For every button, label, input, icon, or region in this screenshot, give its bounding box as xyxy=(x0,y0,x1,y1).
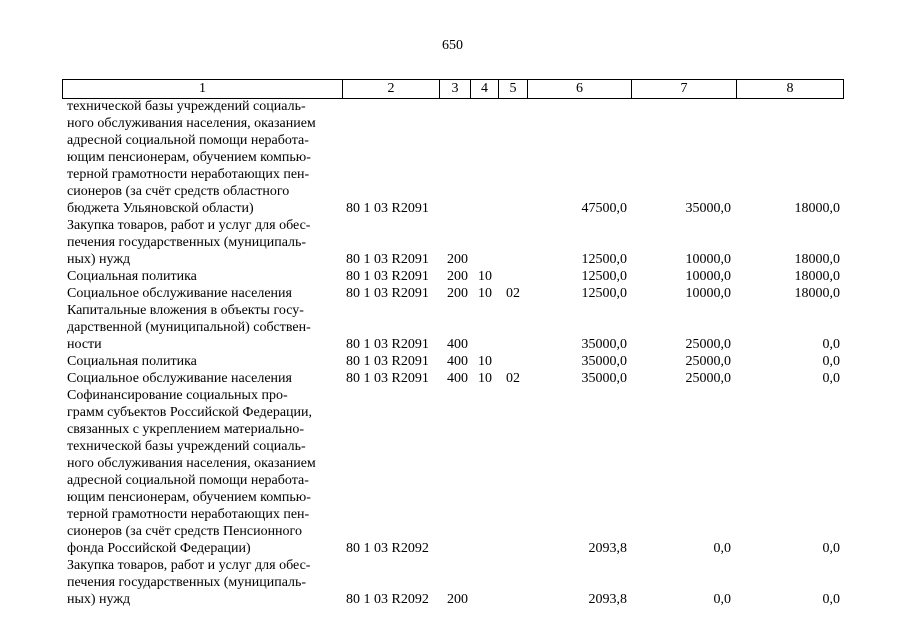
description-line: дарственной (муниципальной) собствен- xyxy=(67,320,311,335)
target-code: 80 1 03 R2092 xyxy=(346,592,429,607)
target-code: 80 1 03 R2091 xyxy=(346,252,429,267)
row-values xyxy=(0,336,905,353)
amount-col-6: 2093,8 xyxy=(588,592,627,607)
amount-col-8: 0,0 xyxy=(822,541,840,556)
row-values xyxy=(0,268,905,285)
subsection: 02 xyxy=(506,371,520,386)
header-col-3: 3 xyxy=(440,80,471,99)
description-line: технической базы учреждений социаль- xyxy=(67,439,306,454)
header-col-7: 7 xyxy=(632,80,737,99)
header-col-6: 6 xyxy=(528,80,632,99)
target-code: 80 1 03 R2092 xyxy=(346,541,429,556)
amount-col-8: 18000,0 xyxy=(794,269,840,284)
expense-type: 400 xyxy=(447,337,468,352)
description-line: адресной социальной помощи неработа- xyxy=(67,473,309,488)
description-line: Закупка товаров, работ и услуг для обес- xyxy=(67,558,311,573)
page-number: 650 xyxy=(442,38,463,53)
amount-col-8: 18000,0 xyxy=(794,201,840,216)
subsection: 02 xyxy=(506,286,520,301)
header-col-1: 1 xyxy=(63,80,343,99)
description-line: грамм субъектов Российской Федерации, xyxy=(67,405,313,420)
row-values xyxy=(0,353,905,370)
description-line: Социальное обслуживание населения xyxy=(67,371,292,386)
header-col-4: 4 xyxy=(471,80,499,99)
target-code: 80 1 03 R2091 xyxy=(346,269,429,284)
expense-type: 200 xyxy=(447,592,468,607)
description-line: печения государственных (муниципаль- xyxy=(67,575,307,590)
section: 10 xyxy=(478,371,492,386)
amount-col-7: 10000,0 xyxy=(685,286,731,301)
amount-col-6: 47500,0 xyxy=(581,201,627,216)
description-line: ющим пенсионерам, обучением компью- xyxy=(67,150,311,165)
table-row xyxy=(0,387,905,557)
table-row xyxy=(0,285,905,302)
row-values xyxy=(0,591,905,608)
amount-col-8: 0,0 xyxy=(822,354,840,369)
amount-col-8: 0,0 xyxy=(822,371,840,386)
description-line: бюджета Ульяновской области) xyxy=(67,201,254,216)
description-line: связанных с укреплением материально- xyxy=(67,422,304,437)
amount-col-7: 0,0 xyxy=(713,592,731,607)
header-col-2: 2 xyxy=(343,80,440,99)
amount-col-7: 25000,0 xyxy=(685,337,731,352)
description-line: Социальная политика xyxy=(67,354,197,369)
amount-col-6: 35000,0 xyxy=(581,371,627,386)
target-code: 80 1 03 R2091 xyxy=(346,337,429,352)
row-values xyxy=(0,370,905,387)
amount-col-8: 0,0 xyxy=(822,337,840,352)
amount-col-7: 25000,0 xyxy=(685,354,731,369)
budget-table-body xyxy=(0,98,905,608)
amount-col-8: 0,0 xyxy=(822,592,840,607)
row-values xyxy=(0,251,905,268)
description-line: сионеров (за счёт средств Пенсионного xyxy=(67,524,302,539)
row-values xyxy=(0,200,905,217)
expense-type: 400 xyxy=(447,354,468,369)
amount-col-7: 35000,0 xyxy=(685,201,731,216)
description-line: Софинансирование социальных про- xyxy=(67,388,288,403)
amount-col-6: 35000,0 xyxy=(581,337,627,352)
table-row xyxy=(0,98,905,217)
amount-col-6: 12500,0 xyxy=(581,286,627,301)
amount-col-6: 35000,0 xyxy=(581,354,627,369)
description-line: ющим пенсионерам, обучением компью- xyxy=(67,490,311,505)
expense-type: 200 xyxy=(447,252,468,267)
target-code: 80 1 03 R2091 xyxy=(346,286,429,301)
amount-col-7: 10000,0 xyxy=(685,252,731,267)
description-line: фонда Российской Федерации) xyxy=(67,541,251,556)
amount-col-7: 0,0 xyxy=(713,541,731,556)
amount-col-7: 10000,0 xyxy=(685,269,731,284)
amount-col-6: 12500,0 xyxy=(581,269,627,284)
description-line: Закупка товаров, работ и услуг для обес- xyxy=(67,218,311,233)
row-description xyxy=(67,387,337,557)
description-line: технической базы учреждений социаль- xyxy=(67,99,306,114)
description-line: ных) нужд xyxy=(67,592,131,607)
column-header-row xyxy=(62,79,844,99)
table-row xyxy=(0,557,905,608)
amount-col-6: 12500,0 xyxy=(581,252,627,267)
amount-col-6: 2093,8 xyxy=(588,541,627,556)
expense-type: 200 xyxy=(447,286,468,301)
header-col-8: 8 xyxy=(737,80,844,99)
amount-col-7: 25000,0 xyxy=(685,371,731,386)
amount-col-8: 18000,0 xyxy=(794,286,840,301)
header-col-5: 5 xyxy=(499,80,528,99)
row-values xyxy=(0,540,905,557)
description-line: терной грамотности неработающих пен- xyxy=(67,167,310,182)
section: 10 xyxy=(478,286,492,301)
expense-type: 200 xyxy=(447,269,468,284)
row-values xyxy=(0,285,905,302)
description-line: Социальное обслуживание населения xyxy=(67,286,292,301)
description-line: Социальная политика xyxy=(67,269,197,284)
table-row xyxy=(0,353,905,370)
table-row xyxy=(0,217,905,268)
description-line: ных) нужд xyxy=(67,252,131,267)
expense-type: 400 xyxy=(447,371,468,386)
description-line: ного обслуживания населения, оказанием xyxy=(67,116,316,131)
target-code: 80 1 03 R2091 xyxy=(346,201,429,216)
description-line: адресной социальной помощи неработа- xyxy=(67,133,309,148)
description-line: терной грамотности неработающих пен- xyxy=(67,507,310,522)
amount-col-8: 18000,0 xyxy=(794,252,840,267)
table-row xyxy=(0,370,905,387)
description-line: ности xyxy=(67,337,102,352)
section: 10 xyxy=(478,269,492,284)
table-row xyxy=(0,302,905,353)
description-line: ного обслуживания населения, оказанием xyxy=(67,456,316,471)
section: 10 xyxy=(478,354,492,369)
description-line: сионеров (за счёт средств областного xyxy=(67,184,290,199)
description-line: Капитальные вложения в объекты госу- xyxy=(67,303,304,318)
description-line: печения государственных (муниципаль- xyxy=(67,235,307,250)
target-code: 80 1 03 R2091 xyxy=(346,354,429,369)
target-code: 80 1 03 R2091 xyxy=(346,371,429,386)
table-row xyxy=(0,268,905,285)
